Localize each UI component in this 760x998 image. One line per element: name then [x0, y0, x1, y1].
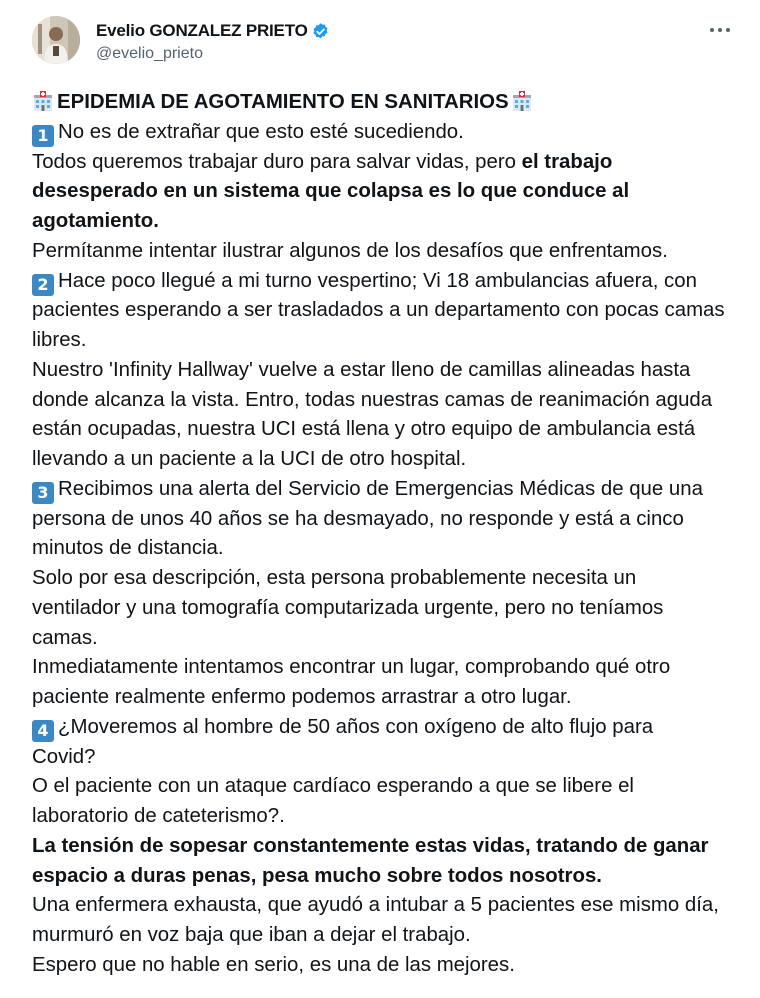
- paragraph-line: agotamiento.: [32, 210, 159, 232]
- paragraph-line: donde alcanza la vista. Entro, todas nuestras camas de reanimación aguda: [32, 388, 713, 411]
- keycap-four-icon: 4: [32, 720, 54, 742]
- paragraph-line: [32, 713, 752, 743]
- paragraph-line: Espero que no hable en serio, es una de las mejores.: [32, 953, 515, 976]
- display-name-row: [96, 20, 330, 42]
- paragraph-line: Covid?: [32, 745, 96, 768]
- paragraph-line: laboratorio de cateterismo?.: [32, 805, 285, 827]
- verified-badge-icon: [311, 22, 330, 41]
- paragraph-line: libres.: [32, 329, 87, 351]
- paragraph-line: Permítanme intentar ilustrar algunos de los desafíos que enfrentamos.: [32, 239, 668, 262]
- paragraph-line: [32, 148, 752, 178]
- paragraph-line: murmuró en voz baja que iban a dejar el trabajo.: [32, 924, 471, 946]
- more-options-button[interactable]: [706, 20, 734, 40]
- hospital-emoji-icon: [511, 90, 533, 112]
- paragraph-line: pacientes esperando a ser trasladados a un departamento con pocas camas: [32, 299, 725, 322]
- paragraph-line: Solo por esa descripción, esta persona probablemente necesita un: [32, 567, 637, 589]
- line-text: Todos queremos trabajar duro para salvar vidas, pero: [32, 150, 522, 173]
- hospital-emoji-icon: [32, 90, 54, 112]
- tweet-title-line: [32, 88, 752, 118]
- line-text: No es de extrañar que esto esté sucediendo.: [58, 120, 464, 143]
- line-text: Recibimos una alerta del Servicio de Emergencias Médicas de que una: [58, 477, 703, 500]
- paragraph-line: espacio a duras penas, pesa mucho sobre todos nosotros.: [32, 864, 602, 887]
- paragraph-line: desesperado en un sistema que colapsa es lo que conduce al: [32, 180, 630, 203]
- paragraph-line: [32, 475, 752, 505]
- avatar[interactable]: [32, 16, 80, 64]
- paragraph-line: Inmediatamente intentamos encontrar un lugar, comprobando qué otro: [32, 656, 671, 679]
- paragraph-line: Nuestro 'Infinity Hallway' vuelve a estar lleno de camillas alineadas hasta: [32, 358, 691, 381]
- line-text: ¿Moveremos al hombre de 50 años con oxígeno de alto flujo para: [58, 715, 654, 738]
- paragraph-line: Una enfermera exhausta, que ayudó a intubar a 5 pacientes ese mismo día,: [32, 894, 719, 917]
- keycap-one-icon: 1: [32, 125, 54, 147]
- paragraph-line: camas.: [32, 626, 98, 649]
- display-name[interactable]: Evelio GONZALEZ PRIETO: [96, 21, 308, 40]
- keycap-two-icon: 2: [32, 274, 54, 296]
- author-handle[interactable]: @evelio_prieto: [96, 45, 203, 62]
- author-names: [96, 20, 330, 63]
- paragraph-line: están ocupadas, nuestra UCI está llena y otro equipo de ambulancia está: [32, 418, 696, 441]
- paragraph-line: minutos de distancia.: [32, 537, 224, 560]
- paragraph-line: ventilador y una tomografía computarizada urgente, pero no teníamos: [32, 596, 664, 619]
- paragraph-line: llevando a un paciente a la UCI de otro hospital.: [32, 448, 467, 470]
- tweet-text: [32, 88, 752, 981]
- paragraph-line: persona de unos 40 años se ha desmayado, no responde y está a cinco: [32, 507, 684, 530]
- paragraph-line: [32, 118, 752, 148]
- keycap-three-icon: 3: [32, 482, 54, 504]
- bold-text: el trabajo: [521, 150, 613, 173]
- more-horizontal-icon: [709, 26, 731, 34]
- paragraph-line: La tensión de sopesar constantemente estas vidas, tratando de ganar: [32, 834, 709, 857]
- paragraph-line: O el paciente con un ataque cardíaco esperando a que se libere el: [32, 775, 634, 798]
- tweet-header: [32, 16, 740, 68]
- paragraph-line: paciente realmente enfermo podemos arrastrar a otro lugar.: [32, 686, 572, 708]
- line-text: Hace poco llegué a mi turno vespertino; Vi 18 ambulancias afuera, con: [58, 269, 697, 292]
- tweet-title: EPIDEMIA DE AGOTAMIENTO EN SANITARIOS: [57, 91, 509, 113]
- paragraph-line: [32, 267, 752, 297]
